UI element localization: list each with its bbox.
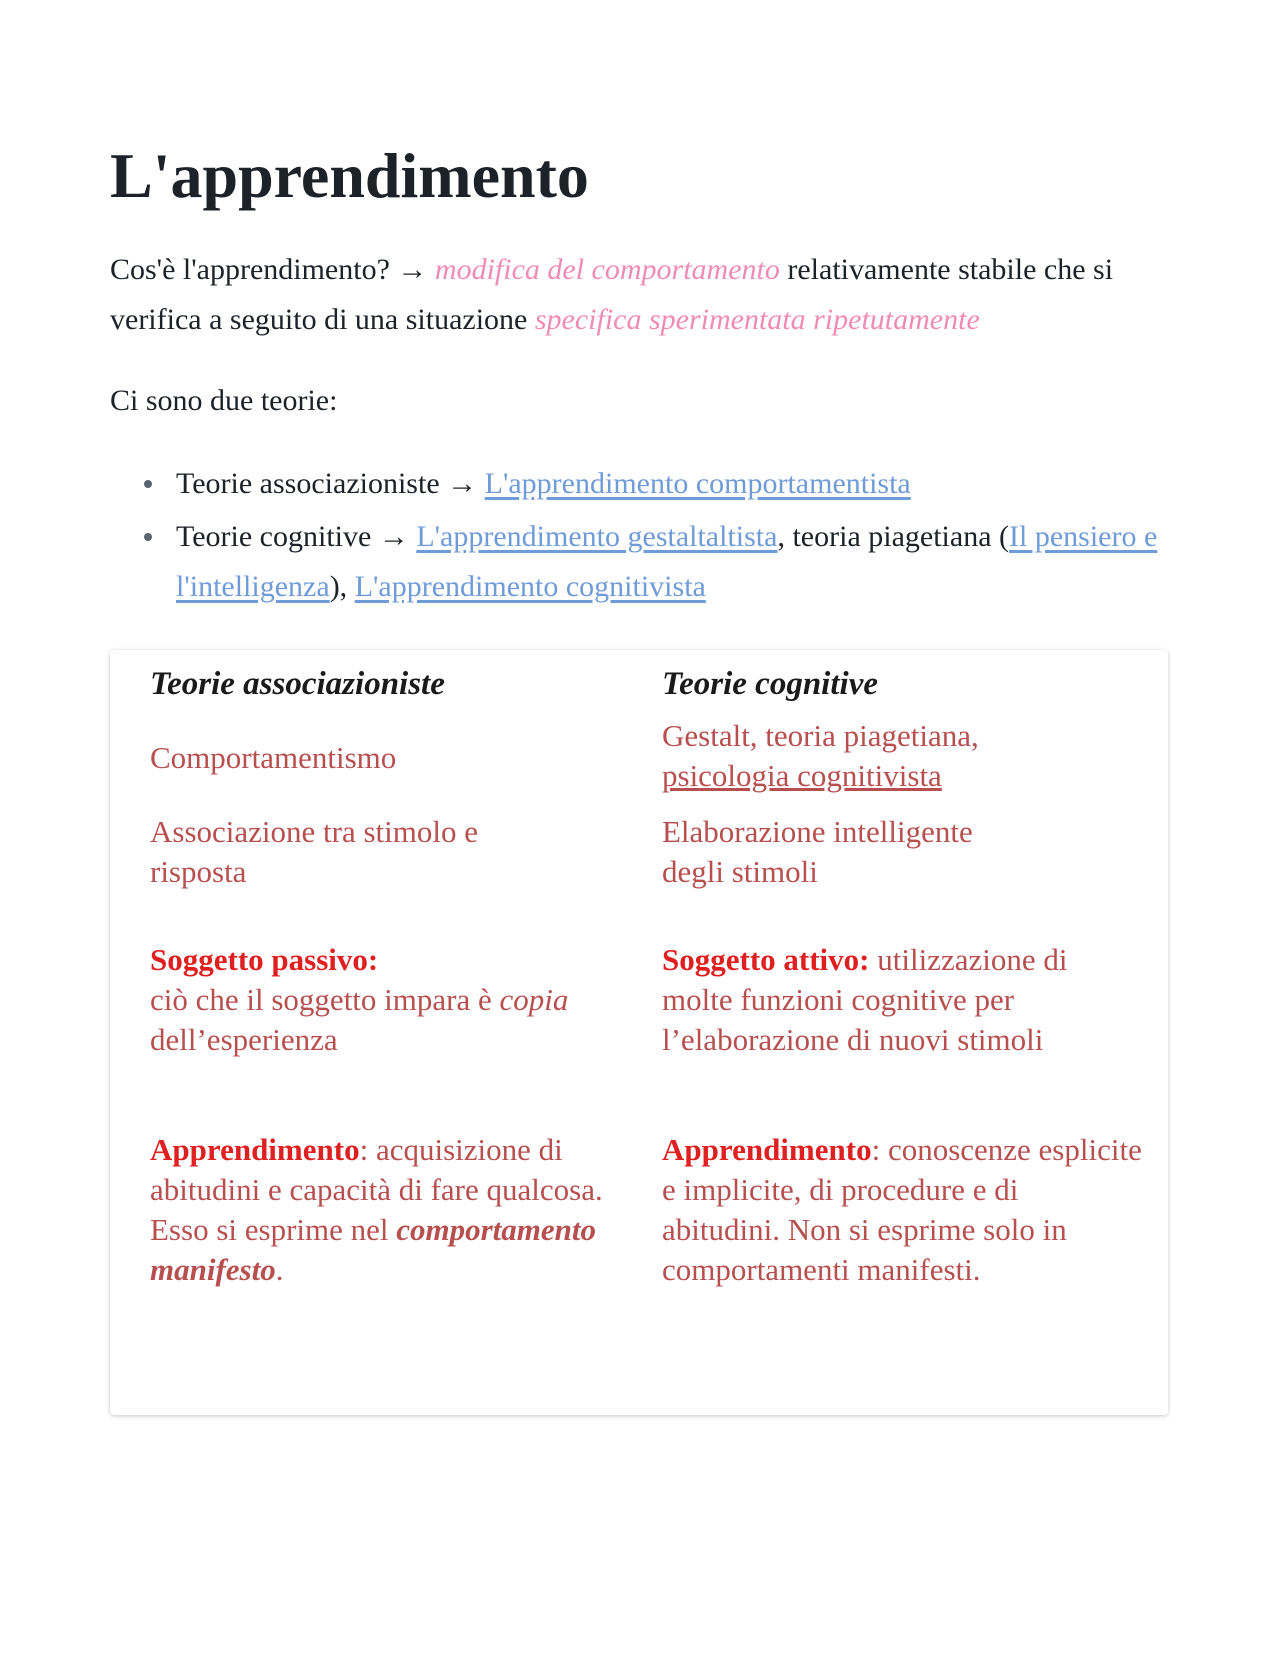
intro-middle-text: relativamente stabile che si verifica a seguito di una situazione: [110, 253, 1114, 336]
intro-highlight-situation: specifica sperimentata ripetutamente: [534, 303, 980, 336]
intro-highlight-behavior: modifica del comportamento: [434, 253, 780, 286]
cell-soggetto-attivo: [662, 940, 1132, 1060]
list-item-associazioniste: [176, 459, 1216, 509]
list-item-cognitive: [176, 512, 1216, 612]
comparison-table-image: [110, 650, 1168, 1415]
apprendimento-assoc-end: .: [275, 1252, 284, 1287]
cell-apprendimento-cog: [662, 1130, 1142, 1290]
soggetto-passivo-em: copia: [499, 982, 569, 1017]
link-pensiero-intelligenza[interactable]: Il pensiero e l'intelligenza: [176, 520, 1158, 603]
link-apprendimento-gestaltaltista[interactable]: L'apprendimento gestaltaltista: [416, 520, 778, 553]
page-title: L'apprendimento: [110, 140, 589, 211]
cell-soggetto-passivo: [150, 940, 620, 1060]
header-teorie-associazioniste: Teorie associazioniste: [150, 666, 445, 702]
apprendimento-assoc-em: comportamento manifesto: [150, 1212, 597, 1287]
apprendimento-assoc-label: Apprendimento: [150, 1132, 360, 1167]
cell-comportamentismo: Comportamentismo: [150, 740, 397, 775]
apprendimento-cog-label: Apprendimento: [662, 1132, 872, 1167]
gestalt-underlined: psicologia cognitivista: [662, 758, 942, 793]
apprendimento-cog-text: : conoscenze esplicite e implicite, di procedure e di abitudini. Non si esprime solo in comportamenti manifesti.: [662, 1132, 1142, 1287]
cell-associazione: Associazione tra stimolo e risposta: [150, 814, 478, 889]
soggetto-passivo-end: dell’esperienza: [150, 1022, 338, 1057]
link-apprendimento-comportamentista[interactable]: L'apprendimento comportamentista: [484, 467, 911, 500]
theories-intro: Ci sono due teorie:: [110, 384, 338, 417]
soggetto-attivo-text: utilizzazione di molte funzioni cognitive per l’elaborazione di nuovi stimoli: [662, 942, 1068, 1057]
apprendimento-assoc-text: : acquisizione di abitudini e capacità di fare qualcosa. Esso si esprime nel: [150, 1132, 603, 1247]
cog-separator-2: ),: [329, 570, 348, 603]
cell-apprendimento-assoc: [150, 1130, 620, 1290]
cog-separator-1: , teoria piagetiana (: [777, 520, 1010, 553]
intro-question: Cos'è l'apprendimento? →: [110, 253, 428, 286]
cell-elaborazione: Elaborazione intelligente degli stimoli: [662, 814, 973, 889]
soggetto-attivo-label: Soggetto attivo:: [662, 942, 870, 977]
soggetto-passivo-label: Soggetto passivo:: [150, 942, 379, 977]
cell-gestalt: [662, 716, 979, 796]
link-apprendimento-cognitivista[interactable]: L'apprendimento cognitivista: [354, 570, 706, 603]
assoc-label: Teorie associazioniste →: [176, 467, 478, 500]
gestalt-text: Gestalt, teoria piagetiana,: [662, 718, 979, 753]
soggetto-passivo-text: ciò che il soggetto impara è: [150, 982, 492, 1017]
theories-list: [110, 459, 1216, 615]
header-teorie-cognitive: Teorie cognitive: [662, 666, 878, 702]
intro-paragraph: [110, 245, 1190, 345]
cog-label: Teorie cognitive →: [176, 520, 409, 553]
